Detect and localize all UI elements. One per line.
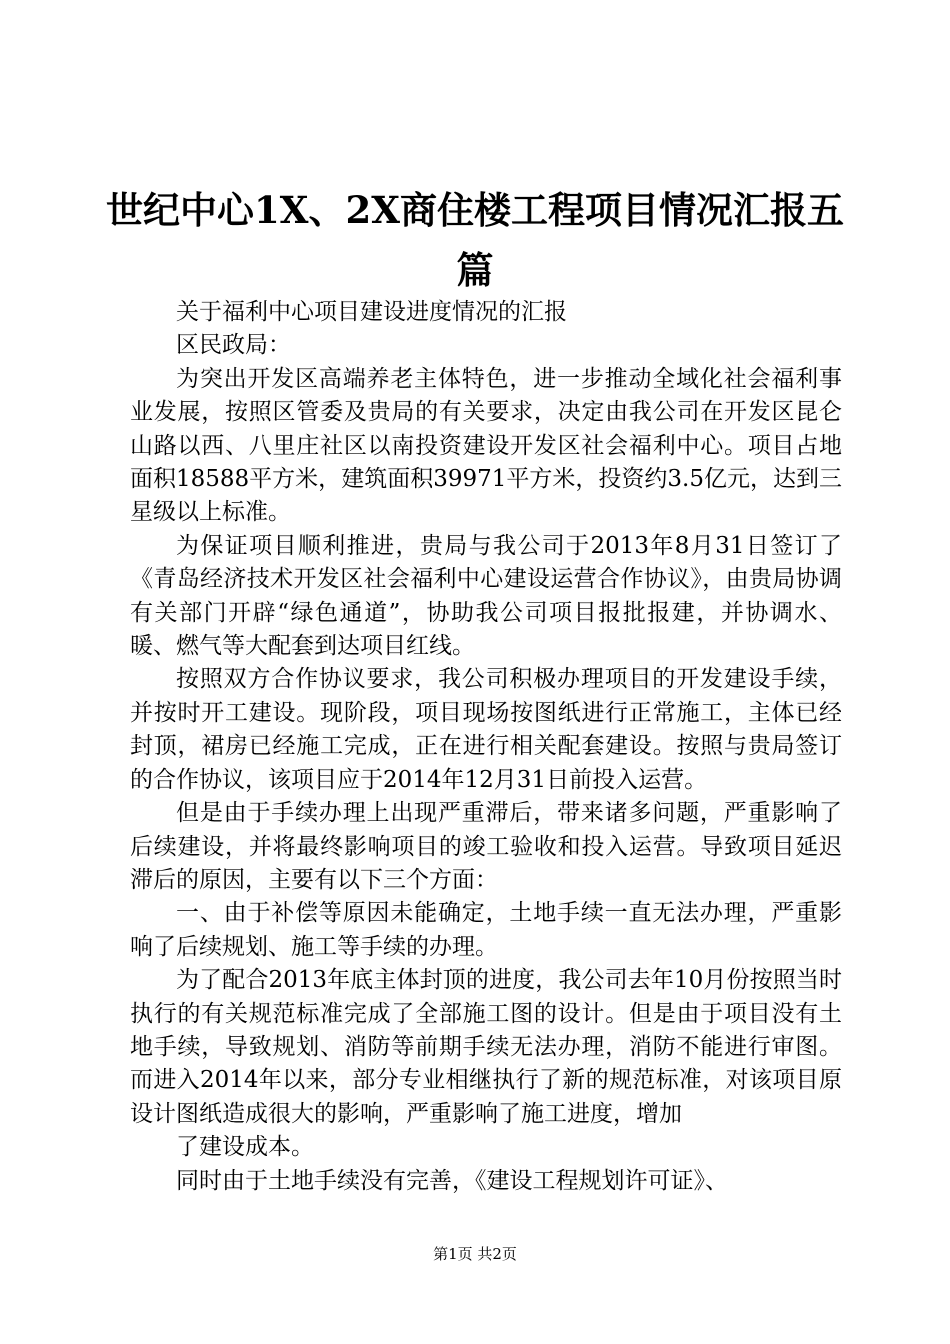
body-paragraph: 为保证项目顺利推进，贵局与我公司于2013年8月31日签订了《青岛经济技术开发区社会福利中心建设运营合作协议》，由贵局协调有关部门开辟“绿色通道”，协助我公司项目报批报建，并协调水、暖、燃气等大配套到达项目红线。 (130, 532, 842, 660)
recipient-line: 区民政局： (176, 332, 291, 359)
document-body (130, 296, 842, 1198)
body-paragraph: 同时由于土地手续没有完善，《建设工程规划许可证》、 (176, 1167, 728, 1194)
body-paragraph: 按照双方合作协议要求，我公司积极办理项目的开发建设手续，并按时开工建设。现阶段，项目现场按图纸进行正常施工，主体已经封顶，裙房已经施工完成，正在进行相关配套建设。按照与贵局签订的合作协议，该项目应于2014年12月31日前投入运营。 (130, 666, 842, 793)
body-paragraph: 为了配合2013年底主体封顶的进度，我公司去年10月份按照当时执行的有关规范标准完成了全部施工图的设计。但是由于项目没有土地手续，导致规划、消防等前期手续无法办理，消防不能进行审图。而进入2014年以来，部分专业相继执行了新的规范标准，对该项目原设计图纸造成很大的影响，严重影响了施工进度，增加 (130, 967, 842, 1127)
report-heading: 关于福利中心项目建设进度情况的汇报 (176, 299, 567, 325)
body-paragraph: 了建设成本。 (176, 1134, 314, 1161)
body-paragraph: 一、由于补偿等原因未能确定，土地手续一直无法办理，严重影响了后续规划、施工等手续的办理。 (130, 900, 842, 960)
document-title: 世纪中心1X、2X商住楼工程项目情况汇报五篇 (106, 188, 844, 292)
page-footer: 第1页 共2页 (433, 1245, 517, 1263)
body-paragraph: 为突出开发区高端养老主体特色，进一步推动全域化社会福利事业发展，按照区管委及贵局的有关要求，决定由我公司在开发区昆仑山路以西、八里庄社区以南投资建设开发区社会福利中心。项目占地面积18588平方米，建筑面积39971平方米，投资约3.5亿元，达到三星级以上标准。 (130, 365, 842, 526)
body-paragraph: 但是由于手续办理上出现严重滞后，带来诸多问题，严重影响了后续建设，并将最终影响项目的竣工验收和投入运营。导致项目延迟滞后的原因，主要有以下三个方面： (130, 800, 842, 893)
